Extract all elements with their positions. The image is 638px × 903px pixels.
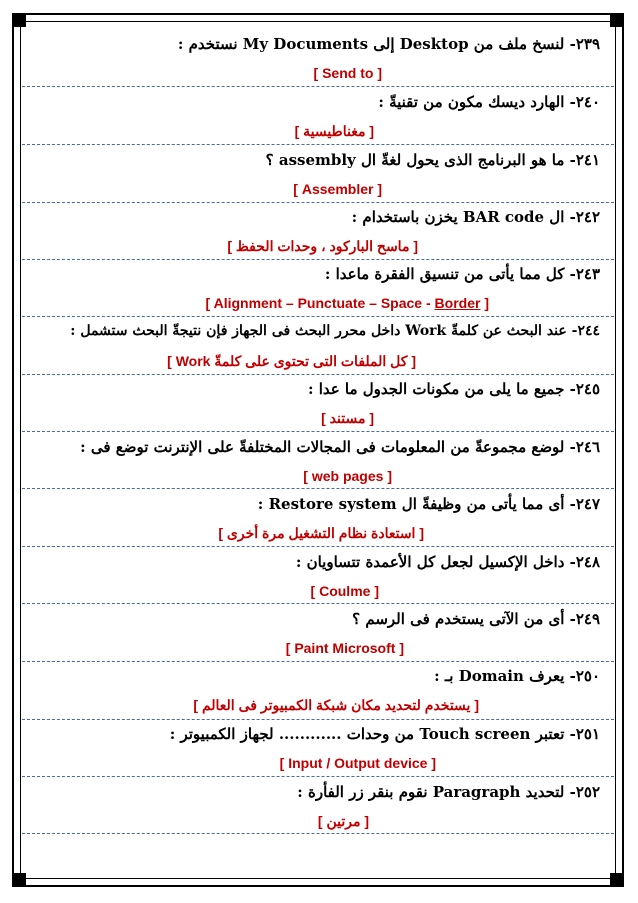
question-text: ٢٤٥- جميع ما يلى من مكونات الجدول ما عدا : [307,380,600,398]
question-text: ٢٣٩- لنسخ ملف من Desktop إلى My Documents نستخدم : [177,35,600,53]
question-text: ٢٤٤- عند البحث عن كلمةّ Work داخل محرر البحث فى الجهاز فإن نتيجةّ البحث ستشمل : [70,323,600,339]
answer-text: [ Send to ] [313,65,382,81]
question-text: ٢٤٢- ال BAR code يخزن باستخدام : [351,208,600,226]
separator-line [22,259,614,260]
answer-text: [ web pages ] [303,468,392,484]
separator-line [22,202,614,203]
question-text: ٢٤١- ما هو البرنامج الذى يحول لغةّ ال assembly ؟ [265,151,600,169]
answer-text: [ استعادة نظام التشغيل مرة أخرى ] [218,525,424,541]
answer-text: [ كل الملفات التى تحتوى على كلمةّ Work ] [167,353,416,369]
question-text: ٢٥٢- لتحديد Paragraph نقوم بنقر زر الفأرة : [297,783,600,801]
separator-line [22,546,614,547]
answer-text: [ مستند ] [321,410,374,426]
question-text: ٢٤٨- داخل الإكسيل لجعل كل الأعمدة تتساويان : [295,553,600,571]
answer-text: [ Input / Output device ] [279,755,436,771]
answer-text [206,295,489,311]
answer-text: [ يستخدم لتحديد مكان شبكة الكمبيوتر فى العالم ] [193,697,479,713]
answer-underlined: Border [434,295,481,311]
separator-line [22,776,614,777]
answer-text: [ Assembler ] [293,181,382,197]
separator-line [22,719,614,720]
question-text: ٢٥٠- يعرف Domain بـ : [434,667,600,685]
answer-prefix: [ Alignment – Punctuate – Space - [205,295,435,311]
question-text: ٢٤٧- أى مما يأتى من وظيفةّ ال Restore system : [257,495,600,513]
separator-line [22,316,614,317]
answer-text: [ Paint Microsoft ] [285,640,404,656]
question-text: ٢٤٩- أى من الآتى يستخدم فى الرسم ؟ [352,610,600,628]
separator-line [22,603,614,604]
question-text: ٢٤٦- لوضع مجموعةّ من المعلومات فى المجالات المختلفةّ على الإنترنت توضع فى : [80,438,600,456]
separator-line [22,86,614,87]
separator-line [22,374,614,375]
separator-line [22,431,614,432]
separator-line [22,488,614,489]
separator-line [22,144,614,145]
question-text: ٢٤٠- الهارد ديسك مكون من تقنيةّ : [378,93,600,111]
question-text: ٢٤٣- كل مما يأتى من تنسيق الفقرة ماعدا : [324,265,600,283]
answer-text: [ مرتين ] [317,813,369,829]
answer-text: [ ماسح الباركود ، وحدات الحفظ ] [227,238,418,254]
separator-line [22,833,614,834]
question-text: ٢٥١- تعتبر Touch screen من وحدات ............ لجهاز الكمبيوتر : [169,725,600,743]
separator-line [22,661,614,662]
question-list [22,23,614,877]
answer-suffix: ] [480,295,489,311]
answer-text: [ مغناطيسية ] [294,123,374,139]
answer-text: [ Coulme ] [310,583,379,599]
